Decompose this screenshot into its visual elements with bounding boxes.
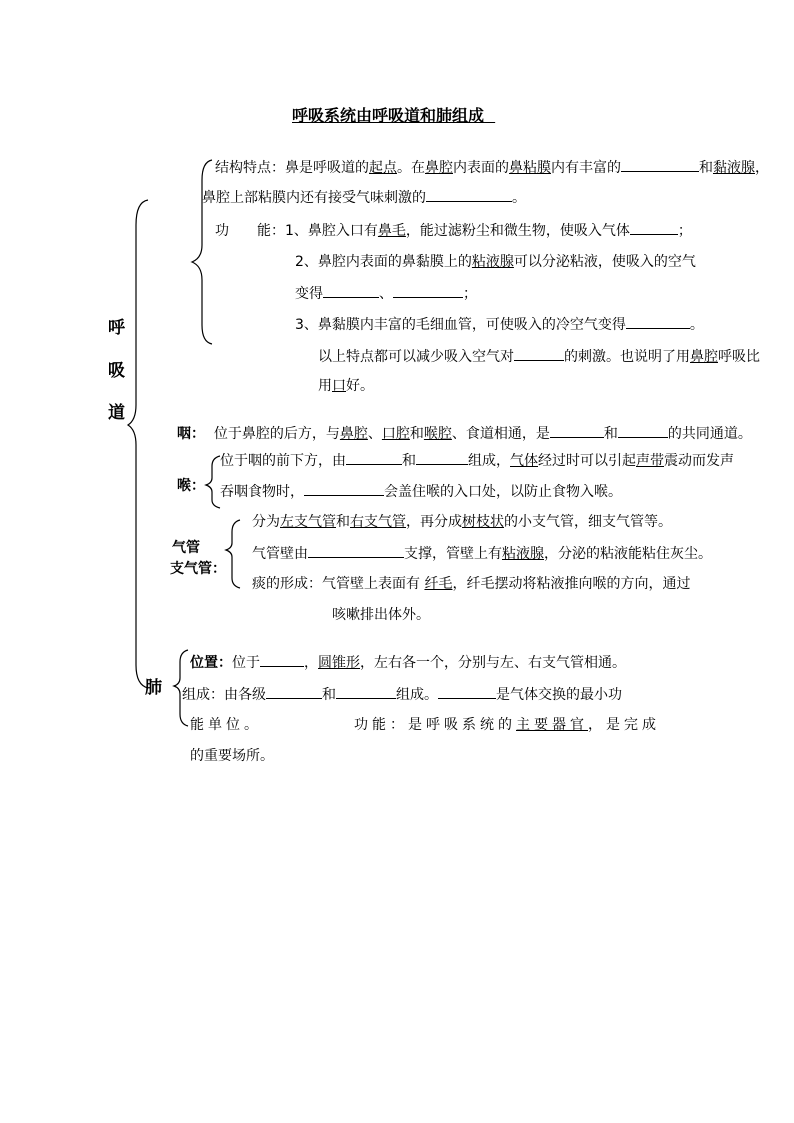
nose-line-4: 2、鼻腔内表面的鼻黏膜上的粘液腺可以分泌粘液，使吸入的空气 bbox=[295, 254, 696, 270]
blank bbox=[393, 283, 463, 298]
nose-line-7: 以上特点都可以减少吸入空气对 的刺激。也说明了用鼻腔呼吸比 bbox=[318, 346, 760, 367]
lung-line-1: 位置：位于 ，圆锥形，左右各一个，分别与左、右支气管相通。 bbox=[190, 652, 626, 673]
trachea-brace bbox=[226, 520, 240, 588]
nose-line-8: 用口好。 bbox=[318, 378, 374, 394]
nose-line-6: 3、鼻黏膜内丰富的毛细血管，可使吸入的冷空气变得 。 bbox=[295, 314, 704, 335]
trachea-line-4: 咳嗽排出体外。 bbox=[332, 607, 430, 623]
nose-line-1: 结构特点：鼻是呼吸道的起点。在鼻腔内表面的鼻粘膜内有丰富的 和黏液腺， bbox=[215, 157, 769, 178]
blank bbox=[336, 684, 396, 699]
blank bbox=[630, 220, 678, 235]
left-label-3: 道 bbox=[108, 403, 125, 423]
blank bbox=[266, 684, 322, 699]
lung-label: 肺 bbox=[145, 678, 162, 698]
larynx-label: 喉： bbox=[177, 478, 205, 494]
nose-line-2: 鼻腔上部粘膜内还有接受气味刺激的 。 bbox=[202, 187, 526, 208]
blank bbox=[346, 450, 402, 465]
nose-line-3: 功 能：1、鼻腔入口有鼻毛，能过滤粉尘和微生物，使吸入气体 ； bbox=[215, 220, 692, 241]
blank bbox=[621, 157, 699, 172]
big-brace bbox=[128, 200, 148, 688]
pharynx-line: 咽： 位于鼻腔的后方，与鼻腔、口腔和喉腔、食道相通，是 和 的共同通道。 bbox=[177, 423, 752, 444]
trachea-line-2: 气管壁由 支撑，管壁上有粘液腺，分泌的粘液能粘住灰尘。 bbox=[252, 543, 712, 564]
blank bbox=[514, 346, 564, 361]
blank bbox=[323, 283, 379, 298]
blank bbox=[304, 481, 384, 496]
blank bbox=[416, 450, 468, 465]
trachea-label-1: 气管 bbox=[172, 540, 200, 556]
blank bbox=[308, 543, 404, 558]
blank bbox=[260, 652, 304, 667]
lung-line-4: 的重要场所。 bbox=[190, 748, 274, 764]
nose-line-5: 变得 、 ； bbox=[295, 283, 477, 304]
lung-line-2: 组成：由各级 和 组成。 是气体交换的最小功 bbox=[182, 684, 622, 705]
left-label-2: 吸 bbox=[108, 361, 125, 381]
blank bbox=[618, 423, 668, 438]
left-label-1: 呼 bbox=[108, 318, 125, 338]
blank bbox=[626, 314, 690, 329]
blank bbox=[426, 187, 512, 202]
trachea-line-1: 分为左支气管和右支气管，再分成树枝状的小支气管，细支气管等。 bbox=[252, 514, 672, 530]
trachea-label-2: 支气管： bbox=[170, 561, 226, 577]
trachea-line-3: 痰的形成：气管壁上表面有 纤毛，纤毛摆动将粘液推向喉的方向，通过 bbox=[252, 576, 691, 592]
larynx-line-1: 位于咽的前下方，由 和 组成，气体经过时可以引起声带震动而发声 bbox=[220, 450, 734, 471]
blank bbox=[438, 684, 496, 699]
lung-line-3: 能单位。 功能：是呼吸系统的主要器官，是完成 bbox=[190, 717, 660, 733]
blank bbox=[550, 423, 604, 438]
larynx-line-2: 吞咽食物时， 会盖住喉的入口处，以防止食物入喉。 bbox=[220, 481, 622, 502]
page-title: 呼吸系统由呼吸道和肺组成 bbox=[292, 106, 485, 125]
larynx-brace bbox=[206, 456, 220, 508]
